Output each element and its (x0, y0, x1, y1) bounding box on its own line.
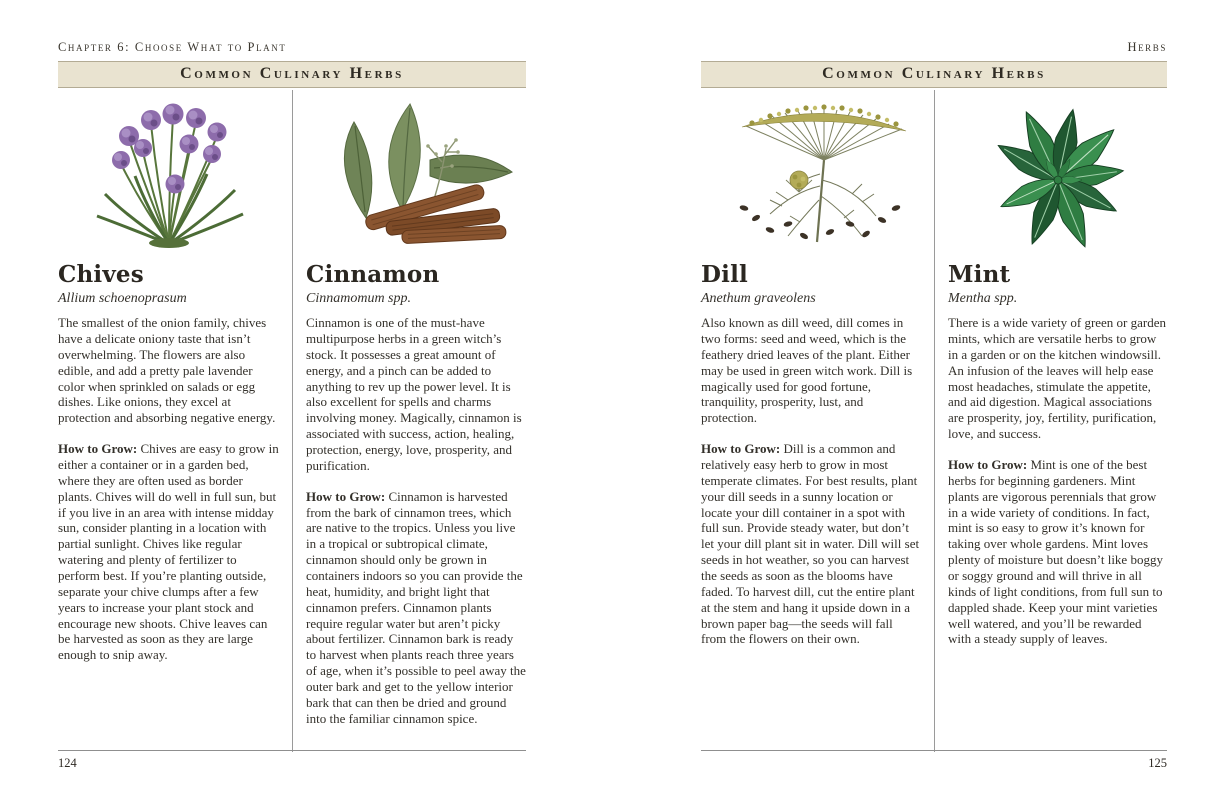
entry-description: The smallest of the onion family, chives have a delicate oniony taste that isn’t overwhelming. The flowers are also edible, and add a pretty pale lavender color when sprinkled on salads or egg dishes. Like onions, they excel at protection and absorbing negative energy. (58, 315, 276, 426)
mint-svg (958, 100, 1158, 248)
latin-name: Mentha spp. (948, 291, 1018, 307)
latin-name: Allium schoenoprasum (58, 291, 187, 307)
chives-plant-svg (69, 96, 269, 248)
how-to-grow-paragraph (58, 441, 279, 663)
section-banner-left: Common Culinary Herbs (58, 61, 526, 88)
footer-rule-left (58, 750, 526, 751)
columns-left-page (58, 90, 526, 752)
running-head-left: Chapter 6: Choose What to Plant (58, 40, 287, 54)
entry-cinnamon (292, 90, 526, 752)
how-to-grow-paragraph (948, 457, 1167, 647)
page-left (58, 40, 526, 776)
page-number-left: 124 (58, 756, 77, 770)
page-number-right: 125 (1148, 756, 1167, 770)
how-to-grow-label: How to Grow: (948, 457, 1028, 473)
how-to-grow-text: Chives are easy to grow in either a container or in a garden bed, where they are often used as border plants. Chives will do well in full sun, but if you live in an area with intense midday sun, consider planting in a location with partial sunlight. Chives like regular watering and plenty of fertilizer to perform best. If you’re planting outside, separate your chive clumps after a few years to increase your plant stock and encourage new shoots. Chive leaves can be harvested as soon as they are large enough to snip away. (58, 441, 279, 663)
mint-illustration (948, 90, 1167, 248)
entry-chives (58, 90, 292, 752)
how-to-grow-paragraph (701, 441, 921, 647)
latin-name: Cinnamomum spp. (306, 291, 412, 307)
running-head-right: Herbs (1127, 40, 1167, 54)
entry-description: Also known as dill weed, dill comes in two forms: seed and weed, which is the feathery dried leaves of the plant. Either may be used in green witch work. Dill is magically used for good fortune, tranquility, prosperity, lust, and protection. (701, 315, 913, 426)
cinnamon-illustration (306, 90, 526, 248)
entry-description: Cinnamon is one of the must-have multipurpose herbs in a green witch’s stock. It possesses a great amount of energy, and a pinch can be added to anything to rev up the power level. It is also excellent for spells and charms involving money. Magically, cinnamon is associated with success, action, healing, protection, energy, love, prosperity, and purification. (306, 315, 522, 473)
page-right (701, 40, 1167, 776)
how-to-grow-text: Mint is one of the best herbs for beginning gardeners. Mint plants are vigorous perennials that grow in a wide variety of conditions. In fact, mint is so easy to grow it’s known for taking over whole gardens. Mint loves plenty of moisture but doesn’t like boggy or soggy ground and will thrive in all kinds of light conditions, from full sun to dappled shade. Keep your mint varieties well watered, and you’ll be rewarded with a steady supply of leaves. (948, 457, 1163, 647)
how-to-grow-label: How to Grow: (58, 441, 138, 457)
how-to-grow-text: Cinnamon is harvested from the bark of cinnamon trees, which are native to the tropics. Unless you live in a tropical or subtropical climate, cinnamon should only be grown in containers indoors so you can provide the heat, humidity, and bright light that cinnamon prefers. Cinnamon plants require regular water but aren’t picky about fertilizer. Cinnamon bark is ready to harvest when plants reach three years of age, when it’s possible to peel away the outer bark and get to the yellow interior bark that can then be dried and ground into the familiar cinnamon spice. (306, 488, 526, 726)
dill-svg (704, 96, 919, 248)
section-banner-right: Common Culinary Herbs (701, 61, 1167, 88)
latin-name: Anethum graveolens (701, 291, 816, 307)
entry-description: There is a wide variety of green or garden mints, which are versatile herbs to grow in a garden or on the kitchen windowsill. An infusion of the leaves will help ease most headaches, stimulate the appetite, and aid digestion. Magical associations are prosperity, joy, fertility, purification, love, and success. (948, 315, 1167, 442)
how-to-grow-label: How to Grow: (306, 488, 386, 504)
chives-plant-illustration (58, 90, 279, 248)
footer-rule-right (701, 750, 1167, 751)
entry-title: Dill (701, 261, 748, 288)
columns-right-page (701, 90, 1167, 752)
how-to-grow-text: Dill is a common and relatively easy herb to grow in most temperate climates. For best results, plant your dill seeds in a sunny location or locate your dill container in a spot with full sun. Provide steady water, but don’t let your dill plant sit in water. Dill will set seeds in hot weather, so you can harvest the seeds as soon as the blooms have faded. To harvest dill, cut the entire plant at the stem and hang it upside down in a brown paper bag—the seeds will fall from the flowers on their own. (701, 441, 920, 647)
entry-title: Mint (948, 261, 1011, 288)
entry-title: Cinnamon (306, 261, 440, 288)
cinnamon-svg (314, 96, 519, 248)
how-to-grow-paragraph (306, 489, 526, 727)
entry-dill (701, 90, 934, 752)
entry-title: Chives (58, 261, 144, 288)
entry-mint (934, 90, 1167, 752)
how-to-grow-label: How to Grow: (701, 441, 781, 457)
dill-illustration (701, 90, 921, 248)
